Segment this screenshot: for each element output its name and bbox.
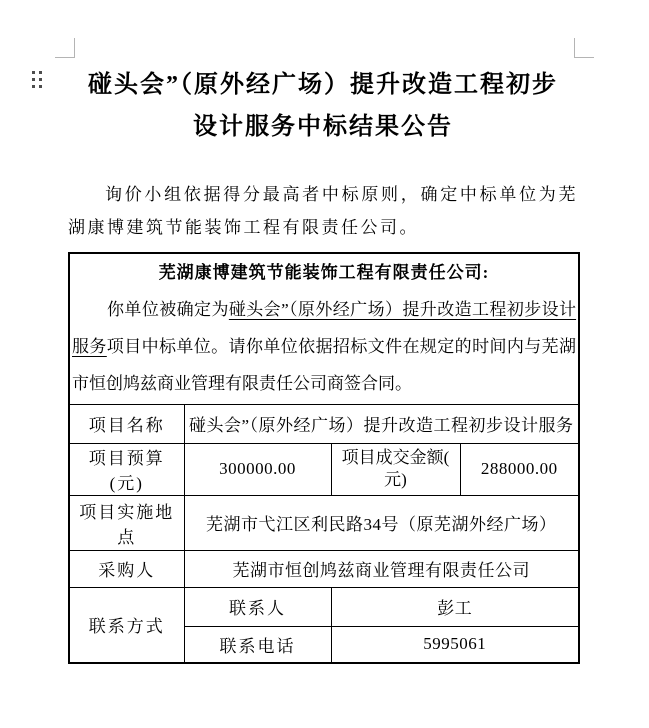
deal-amount-label: 项目成交金额(元) bbox=[331, 443, 460, 495]
project-name-row bbox=[69, 404, 579, 443]
budget-label: 项目预算(元) bbox=[69, 443, 184, 495]
project-name-label: 项目名称 bbox=[69, 404, 184, 443]
notice-body bbox=[72, 291, 576, 402]
notice-body-post: 项目中标单位。请你单位依据招标文件在规定的时间内与芜湖市恒创鸠兹商业管理有限责任公司商签合同。 bbox=[72, 337, 577, 394]
notice-recipient: 芜湖康博建筑节能装饰工程有限责任公司: bbox=[158, 263, 490, 283]
contact-phone-value: 5995061 bbox=[331, 626, 579, 663]
project-name-value: 碰头会”（原外经广场）提升改造工程初步设计服务 bbox=[184, 404, 579, 443]
intro-paragraph: 询价小组依据得分最高者中标原则，确定中标单位为芜湖康博建筑节能装饰工程有限责任公司。 bbox=[68, 185, 578, 237]
budget-value: 300000.00 bbox=[184, 443, 331, 495]
deal-amount-value: 288000.00 bbox=[460, 443, 579, 495]
page-title-line2: 设计服务中标结果公告 bbox=[193, 114, 453, 140]
purchaser-value: 芜湖市恒创鸠兹商业管理有限责任公司 bbox=[184, 550, 579, 587]
notice-row bbox=[69, 253, 579, 404]
contact-person-label: 联系人 bbox=[184, 587, 331, 626]
notice-cell bbox=[69, 253, 579, 404]
contact-phone-label: 联系电话 bbox=[184, 626, 331, 663]
page-title-line1: 碰头会”（原外经广场）提升改造工程初步 bbox=[88, 72, 558, 98]
location-label: 项目实施地点 bbox=[69, 495, 184, 550]
location-row bbox=[69, 495, 579, 550]
drag-handle-icon[interactable] bbox=[32, 71, 42, 88]
bid-result-table bbox=[68, 252, 580, 664]
budget-row bbox=[69, 443, 579, 495]
purchaser-label: 采购人 bbox=[69, 550, 184, 587]
page-title bbox=[68, 64, 578, 148]
location-value: 芜湖市弋江区利民路34号（原芜湖外经广场） bbox=[184, 495, 579, 550]
contact-person-value: 彭工 bbox=[331, 587, 579, 626]
notice-body-pre: 你单位被确定为 bbox=[107, 300, 229, 320]
contact-person-row bbox=[69, 587, 579, 626]
notice-body-underlined: 碰头会”（原外经广场）提升改造工程初步设计服务 bbox=[72, 300, 577, 357]
document-content bbox=[68, 0, 578, 664]
contact-group-label: 联系方式 bbox=[69, 587, 184, 663]
purchaser-row bbox=[69, 550, 579, 587]
